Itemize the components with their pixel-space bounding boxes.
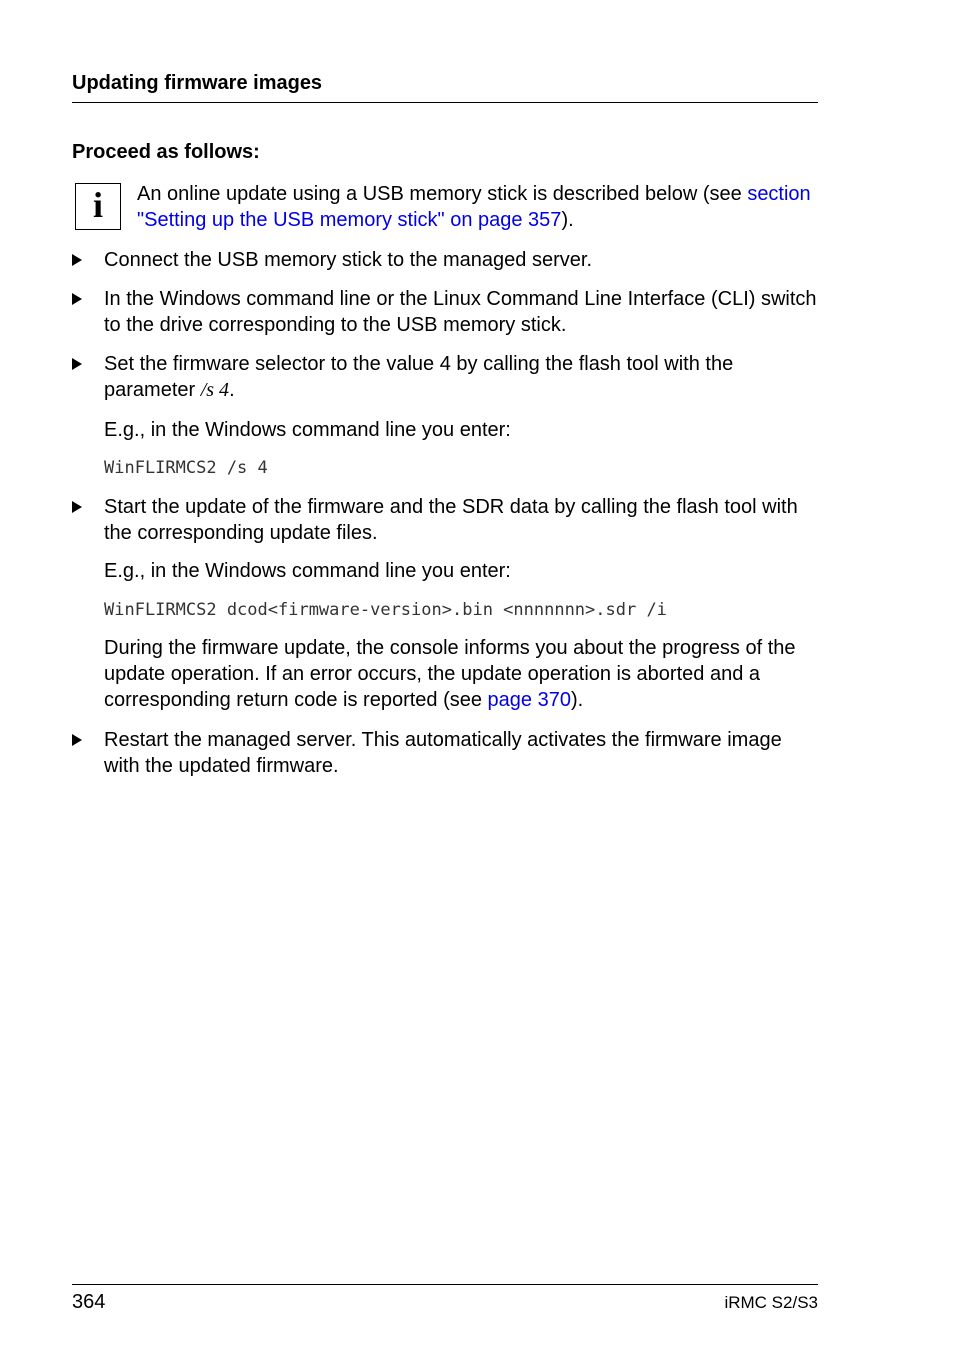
- bullet-arrow-icon: [72, 254, 82, 266]
- step-text: Connect the USB memory stick to the managed server.: [104, 249, 592, 271]
- product-name: iRMC S2/S3: [724, 1293, 818, 1312]
- page-header: [72, 70, 818, 103]
- bullet-arrow-icon: [72, 293, 82, 305]
- info-note-end: ).: [561, 209, 574, 231]
- step-text-end: .: [229, 379, 235, 401]
- step-text-start: Set the firmware selector to the value 4 by calling the flash tool with the parameter: [104, 353, 734, 401]
- info-icon-glyph: i: [92, 185, 103, 225]
- example2-lead: E.g., in the Windows command line you enter:: [104, 560, 511, 582]
- bullet-arrow-icon: [72, 358, 82, 370]
- usb-section-link[interactable]: section "Setting up the USB memory stick" on page 357: [137, 183, 811, 231]
- page-number: 364: [72, 1291, 106, 1313]
- progress-note-text: During the firmware update, the console informs you about the progress of the update operation. If an error occurs, the update operation is aborted and a corresponding return code is reported (see: [104, 637, 796, 711]
- info-icon: [75, 183, 121, 230]
- progress-note-end: ).: [570, 689, 584, 711]
- info-note-text: An online update using a USB memory stick is described below (see: [137, 183, 748, 205]
- proceed-heading: Proceed as follows:: [72, 141, 260, 163]
- info-note: [137, 181, 827, 233]
- page-footer: [72, 1284, 818, 1325]
- progress-note: [104, 635, 819, 713]
- step-text: In the Windows command line or the Linux Command Line Interface (CLI) switch to the drive corresponding to the USB memory stick.: [104, 288, 817, 336]
- example1-code: WinFLIRMCS2 /s 4: [104, 458, 268, 478]
- parameter: /s 4: [200, 379, 230, 401]
- page-370-link[interactable]: page 370: [487, 689, 571, 711]
- step-text: [104, 351, 819, 403]
- bullet-arrow-icon: [72, 734, 82, 746]
- example1-lead: E.g., in the Windows command line you enter:: [104, 419, 511, 441]
- step-text: Restart the managed server. This automatically activates the firmware image with the updated firmware.: [104, 729, 782, 777]
- section-title: Updating firmware images: [72, 72, 323, 94]
- bullet-arrow-icon: [72, 501, 82, 513]
- example2-code: WinFLIRMCS2 dcod<firmware-version>.bin <nnnnnnn>.sdr /i: [104, 600, 667, 620]
- step-text: Start the update of the firmware and the SDR data by calling the flash tool with the corresponding update files.: [104, 496, 798, 544]
